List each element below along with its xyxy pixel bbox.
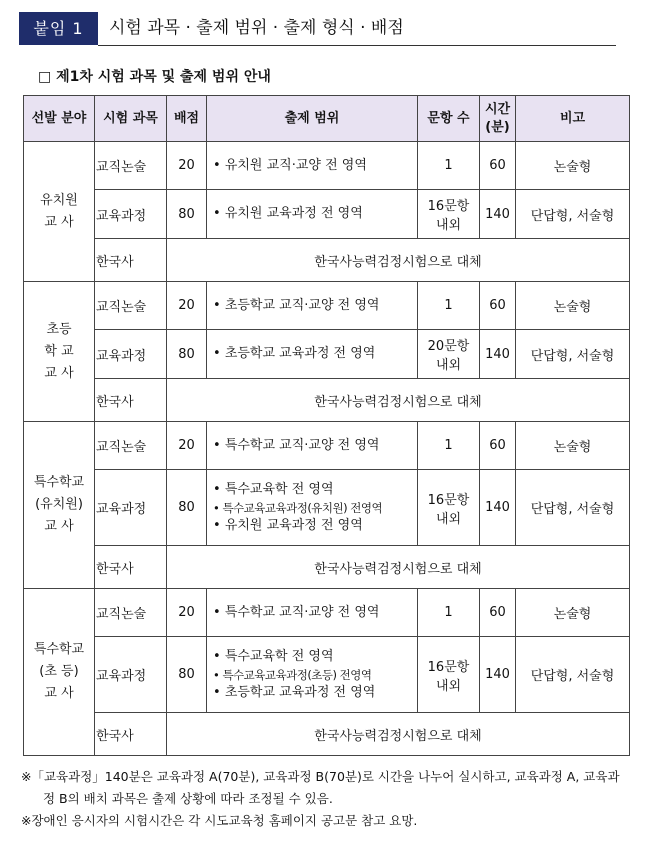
subject-cell: 교직논술: [95, 589, 167, 637]
table-row: [24, 713, 630, 756]
items-cell: 1: [418, 422, 480, 470]
table-row: [24, 239, 630, 282]
footnote-line: ※장애인 응시자의 시험시간은 각 시도교육청 홈페이지 공고문 참고 요망.: [21, 813, 418, 828]
col-header-field: 선발 분야: [24, 96, 95, 142]
history-substitute-cell: 한국사능력검정시험으로 대체: [167, 239, 630, 282]
attachment-tag: 붙임 1: [19, 12, 98, 45]
items-line: 내외: [435, 511, 462, 527]
items-line: 내외: [435, 678, 462, 694]
scope-item: • 유치원 교육과정 전 영역: [213, 517, 417, 535]
points-cell: 20: [167, 589, 207, 637]
subject-cell: 교육과정: [95, 190, 167, 239]
category-line: (초 등): [39, 664, 79, 679]
table-row: [24, 142, 630, 190]
col-header-time: [480, 96, 516, 142]
table-row: [24, 282, 630, 330]
category-cell: [24, 282, 95, 422]
table-row: [24, 190, 630, 239]
section-title: □ 제1차 시험 과목 및 출제 범위 안내: [38, 69, 271, 85]
time-cell: 60: [480, 589, 516, 637]
scope-cell: [207, 190, 418, 239]
footnotes: [21, 766, 641, 832]
items-cell: 1: [418, 282, 480, 330]
category-line: 교 사: [44, 686, 74, 701]
table-row: [24, 379, 630, 422]
time-cell: 60: [480, 282, 516, 330]
category-cell: [24, 142, 95, 282]
scope-item: • 특수학교 교직·교양 전 영역: [213, 604, 417, 622]
items-line: 16문항: [427, 199, 470, 214]
category-line: 초등: [46, 321, 72, 337]
scope-cell: [207, 589, 418, 637]
col-header-time-line1: 시간: [484, 101, 511, 117]
scope-cell: [207, 422, 418, 470]
page-header: [19, 12, 597, 46]
time-cell: 140: [480, 190, 516, 239]
note-cell: 단답형, 서술형: [516, 330, 630, 379]
category-line: 유치원: [40, 192, 78, 208]
scope-item: • 초등학교 교직·교양 전 영역: [213, 297, 417, 315]
scope-item: • 유치원 교육과정 전 영역: [213, 205, 417, 223]
category-line: 학 교: [44, 343, 74, 359]
history-substitute-cell: 한국사능력검정시험으로 대체: [167, 379, 630, 422]
page-title: 시험 과목 · 출제 범위 · 출제 형식 · 배점: [109, 18, 404, 38]
col-header-note: 비고: [516, 96, 630, 142]
time-cell: 140: [480, 330, 516, 379]
scope-item: • 초등학교 교육과정 전 영역: [213, 345, 417, 363]
col-header-points: 배점: [167, 96, 207, 142]
table-row: [24, 470, 630, 546]
col-header-items: 문항 수: [418, 96, 480, 142]
history-substitute-cell: 한국사능력검정시험으로 대체: [167, 546, 630, 589]
exam-table: [23, 95, 630, 756]
note-cell: 논술형: [516, 142, 630, 190]
table-header-row: [24, 96, 630, 142]
items-cell: 1: [418, 589, 480, 637]
note-cell: 단답형, 서술형: [516, 470, 630, 546]
scope-item: • 특수교육학 전 영역: [213, 648, 417, 666]
subject-cell: 교직논술: [95, 142, 167, 190]
subject-cell: 한국사: [95, 713, 167, 756]
subject-cell: 한국사: [95, 239, 167, 282]
points-cell: 20: [167, 282, 207, 330]
history-substitute-cell: 한국사능력검정시험으로 대체: [167, 713, 630, 756]
scope-item: • 초등학교 교육과정 전 영역: [213, 684, 417, 702]
note-cell: 논술형: [516, 422, 630, 470]
category-cell: [24, 589, 95, 756]
items-cell: [418, 330, 480, 379]
subject-cell: 한국사: [95, 546, 167, 589]
time-cell: 140: [480, 637, 516, 713]
category-line: 특수학교: [33, 475, 85, 490]
note-cell: 논술형: [516, 589, 630, 637]
subject-cell: 교직논술: [95, 422, 167, 470]
points-cell: 20: [167, 142, 207, 190]
category-line: 교 사: [44, 214, 74, 230]
note-cell: 단답형, 서술형: [516, 190, 630, 239]
subject-cell: 교육과정: [95, 330, 167, 379]
time-cell: 140: [480, 470, 516, 546]
table-row: [24, 546, 630, 589]
scope-cell: [207, 142, 418, 190]
points-cell: 80: [167, 637, 207, 713]
items-line: 16문항: [427, 492, 470, 508]
items-cell: [418, 190, 480, 239]
scope-cell: [207, 282, 418, 330]
points-cell: 20: [167, 422, 207, 470]
items-cell: [418, 470, 480, 546]
scope-item: • 특수학교 교직·교양 전 영역: [213, 437, 417, 455]
points-cell: 80: [167, 190, 207, 239]
items-cell: 1: [418, 142, 480, 190]
scope-cell: [207, 330, 418, 379]
items-line: 내외: [435, 218, 462, 233]
subject-cell: 한국사: [95, 379, 167, 422]
category-line: 교 사: [44, 365, 74, 381]
scope-item: • 특수교육교육과정(유치원) 전영역: [213, 499, 417, 517]
col-header-subject: 시험 과목: [95, 96, 167, 142]
scope-item: • 특수교육교육과정(초등) 전영역: [213, 666, 417, 684]
title-underline: [98, 45, 616, 46]
table-row: [24, 589, 630, 637]
table-row: [24, 637, 630, 713]
scope-item: • 특수교육학 전 영역: [213, 481, 417, 499]
items-line: 내외: [435, 358, 462, 373]
note-cell: 논술형: [516, 282, 630, 330]
time-cell: 60: [480, 422, 516, 470]
scope-cell: [207, 637, 418, 713]
subject-cell: 교직논술: [95, 282, 167, 330]
points-cell: 80: [167, 470, 207, 546]
items-line: 20문항: [427, 339, 470, 354]
table-row: [24, 422, 630, 470]
items-cell: [418, 637, 480, 713]
note-cell: 단답형, 서술형: [516, 637, 630, 713]
col-header-time-line2: (분): [485, 119, 510, 135]
footnote-line: ※「교육과정」140분은 교육과정 A(70분), 교육과정 B(70분)로 시간을 나누어 실시하고, 교육과정 A, 교육과: [21, 769, 620, 784]
subject-cell: 교육과정: [95, 470, 167, 546]
col-header-scope: 출제 범위: [207, 96, 418, 142]
footnote-line: 정 B의 배치 과목은 출제 상황에 따라 조정될 수 있음.: [43, 791, 333, 806]
subject-cell: 교육과정: [95, 637, 167, 713]
category-line: (유치원): [35, 497, 83, 512]
scope-cell: [207, 470, 418, 546]
category-cell: [24, 422, 95, 589]
time-cell: 60: [480, 142, 516, 190]
scope-item: • 유치원 교직·교양 전 영역: [213, 157, 417, 175]
category-line: 특수학교: [33, 642, 85, 657]
points-cell: 80: [167, 330, 207, 379]
items-line: 16문항: [427, 659, 470, 675]
category-line: 교 사: [44, 519, 74, 534]
table-row: [24, 330, 630, 379]
